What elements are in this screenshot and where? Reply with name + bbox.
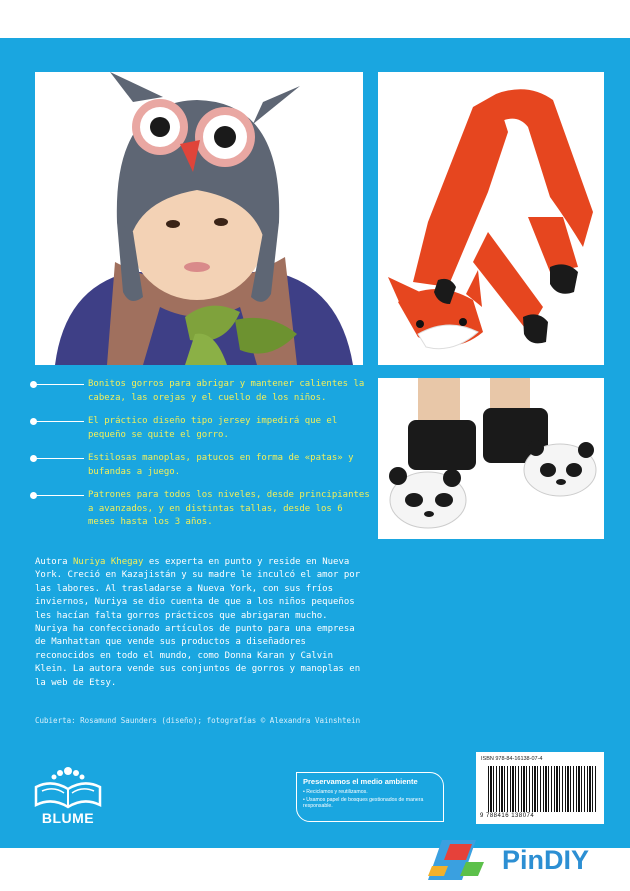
eco-notice — [296, 772, 444, 822]
barcode — [476, 752, 604, 824]
author-name: Nuriya Khegay — [72, 557, 144, 567]
feature-list — [30, 378, 370, 540]
isbn-label: ISBN 978-84-16138-07-4 — [481, 756, 543, 762]
watermark-text: PinDIY — [502, 845, 590, 875]
eco-item: • Usamos papel de bosques gestionados de manera responsable. — [303, 796, 424, 809]
ean-number: 9 788416 138074 — [480, 813, 535, 819]
photo-owl-hat-child — [35, 72, 363, 365]
feature-item: El práctico diseño tipo jersey impedirá que el pequeño se quite el gorro. — [30, 415, 370, 442]
eco-item: • Reciclamos y reutilizamos. — [303, 789, 368, 795]
barcode-bars — [488, 766, 598, 812]
feature-item: Bonitos gorros para abrigar y mantener calientes la cabeza, las orejas y el cuello de los niños. — [30, 378, 370, 405]
feature-item: Estilosas manoplas, patucos en forma de «patas» y bufandas a juego. — [30, 452, 370, 479]
photo-fox-scarf — [378, 72, 604, 365]
cover-credits: Cubierta: Rosamund Saunders (diseño); fotografías © Alexandra Vainshtein — [35, 716, 361, 725]
feature-item: Patrones para todos los niveles, desde principiantes a avanzados, y en distintas tallas, desde los 6 meses hasta los 3 años. — [30, 489, 370, 530]
eco-title: Preservamos el medio ambiente — [303, 777, 418, 786]
photo-panda-booties — [378, 378, 604, 539]
author-bio: Autora Nuriya Khegay es experta en punto y reside en Nueva York. Creció en Kazajistán y su madre le inculcó el amor por las labores. Al trasladarse a Nueva York, con sus fríos inviernos, Nuriya se dio cuenta de que a los niños pequeños les hacían falta gorros prácticos que abrigaran mucho. Nuriya ha confeccionado artículos de punto para una empresa de Manhattan que vende sus productos a diseñadores reconocidos en todo el mundo, como Donna Karan y Calvin Klein. La autora vende sus conjuntos de gorros y manoplas en la web de Etsy. — [35, 557, 361, 688]
publisher-name: BLUME — [41, 810, 95, 826]
